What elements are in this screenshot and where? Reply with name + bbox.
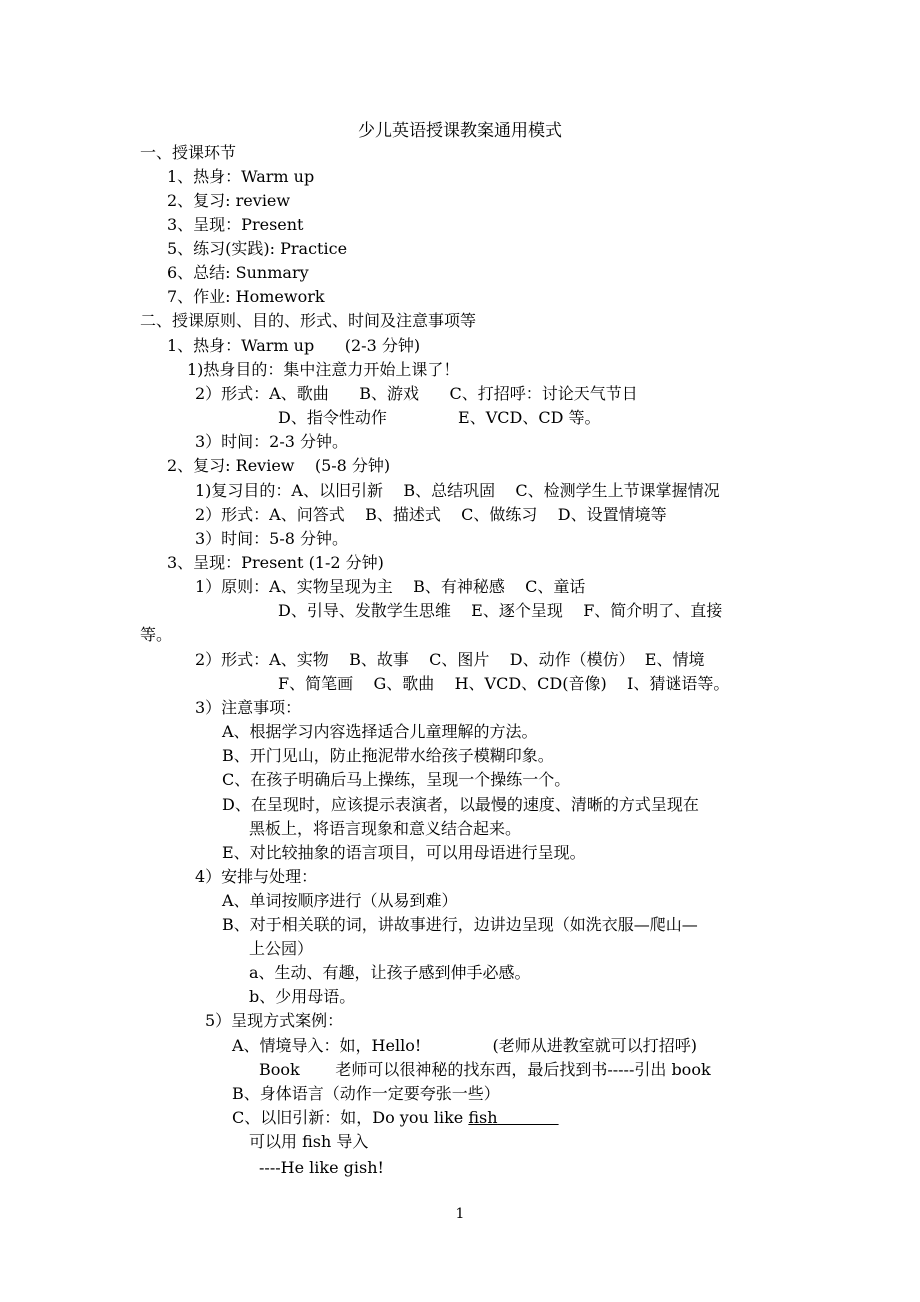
- section-heading: 二、授课原则、目的、形式、时间及注意事项等: [140, 311, 477, 330]
- list-item: a、生动、有趣，让孩子感到伸手必感。: [249, 963, 531, 982]
- section-heading: 一、授课环节: [140, 143, 237, 162]
- list-item: 2）形式：A、歌曲 B、游戏 C、打招呼：讨论天气节日: [195, 384, 638, 403]
- list-item-text: C、以旧引新：如，Do you like: [232, 1108, 464, 1127]
- list-item: 可以用 fish 导入: [249, 1132, 369, 1151]
- list-item: 黑板上，将语言现象和意义结合起来。: [249, 819, 522, 838]
- list-item: D、引导、发散学生思维 E、逐个呈现 F、简介明了、直接: [278, 601, 723, 620]
- list-item: 3）时间：5-8 分钟。: [195, 529, 349, 548]
- list-item: D、指令性动作 E、VCD、CD 等。: [278, 408, 601, 427]
- list-item: 2、复习: Review (5-8 分钟): [167, 456, 391, 475]
- list-item: 等。: [140, 625, 173, 644]
- list-item: 3）时间：2-3 分钟。: [195, 432, 349, 451]
- list-item: A、根据学习内容选择适合儿童理解的方法。: [222, 722, 538, 741]
- list-item: 4）安排与处理：: [195, 867, 318, 886]
- list-item: ----He like gish!: [259, 1158, 384, 1177]
- list-item: C、在孩子明确后马上操练，呈现一个操练一个。: [222, 770, 571, 789]
- list-item: 6、总结: Sunmary: [167, 263, 309, 282]
- list-item: 2、复习: review: [167, 191, 291, 210]
- page-title: 少儿英语授课教案通用模式: [358, 121, 562, 141]
- blank-word: fish: [468, 1108, 498, 1127]
- underlined-blank: [468, 1108, 558, 1127]
- list-item: 上公园）: [249, 939, 314, 958]
- list-item: A、情境导入：如，Hello! (老师从进教室就可以打招呼): [232, 1036, 697, 1055]
- list-item: 1)热身目的：集中注意力开始上课了！: [187, 360, 460, 379]
- list-item: 3、呈现：Present (1-2 分钟): [167, 553, 384, 572]
- list-item: B、开门见山，防止拖泥带水给孩子模糊印象。: [222, 746, 554, 765]
- list-item: 2）形式：A、实物 B、故事 C、图片 D、动作（模仿） E、情境: [195, 650, 705, 669]
- list-item: b、少用母语。: [249, 987, 356, 1006]
- list-item: 7、作业: Homework: [167, 287, 325, 306]
- list-item: 1、热身：Warm up (2-3 分钟): [167, 336, 421, 355]
- list-item: D、在呈现时，应该提示表演者，以最慢的速度、清晰的方式呈现在: [222, 795, 699, 814]
- list-item: 3、呈现：Present: [167, 215, 304, 234]
- page-number: 1: [455, 1206, 465, 1222]
- list-item: Book 老师可以很神秘的找东西，最后找到书-----引出 book: [259, 1060, 711, 1079]
- list-item: F、简笔画 G、歌曲 H、VCD、CD(音像) I、猜谜语等。: [278, 674, 730, 693]
- list-item: 5、练习(实践): Practice: [167, 239, 348, 258]
- list-item: B、身体语言（动作一定要夸张一些）: [232, 1084, 500, 1103]
- list-item: 1)复习目的：A、以旧引新 B、总结巩固 C、检测学生上节课掌握情况: [195, 481, 720, 500]
- list-item: E、对比较抽象的语言项目，可以用母语进行呈现。: [222, 843, 586, 862]
- list-item: [232, 1108, 559, 1128]
- list-item: 2）形式：A、问答式 B、描述式 C、做练习 D、设置情境等: [195, 505, 667, 524]
- list-item: 1、热身：Warm up: [167, 167, 315, 186]
- list-item: 5）呈现方式案例：: [205, 1011, 344, 1030]
- list-item: 1）原则：A、实物呈现为主 B、有神秘感 C、童话: [195, 577, 586, 596]
- list-item: 3）注意事项：: [195, 698, 302, 717]
- list-item: A、单词按顺序进行（从易到难）: [222, 891, 458, 910]
- list-item: B、对于相关联的词，讲故事进行，边讲边呈现（如洗衣服—爬山—: [222, 915, 698, 934]
